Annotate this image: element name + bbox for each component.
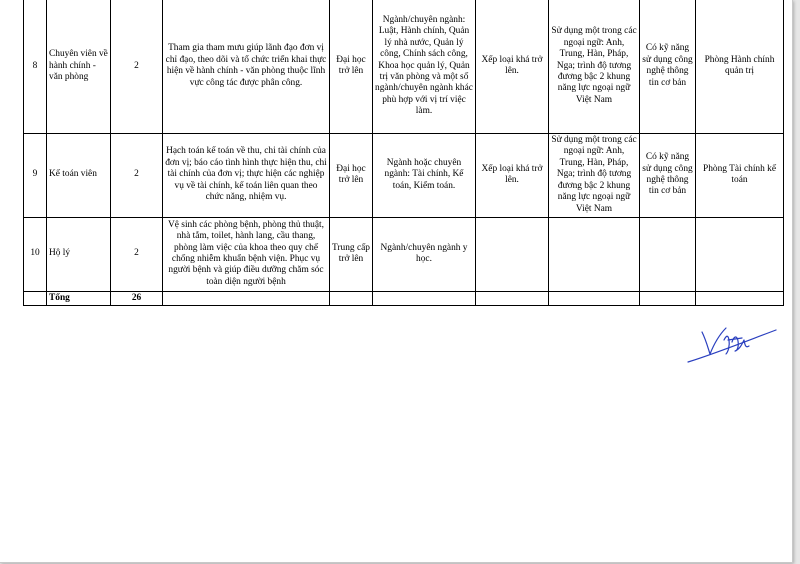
row-9-position: Kế toán viên	[47, 133, 111, 217]
table-row	[24, 133, 784, 217]
total-cell	[330, 291, 373, 305]
row-8-quantity: 2	[111, 0, 163, 133]
row-10-education: Trung cấp trở lên	[330, 217, 373, 291]
row-8-it-skill: Có kỹ năng sử dụng công nghệ thông tin cơ bản	[640, 0, 696, 133]
handwritten-signature	[684, 318, 780, 366]
total-cell	[549, 291, 640, 305]
row-9-it-skill: Có kỹ năng sử dụng công nghệ thông tin cơ bản	[640, 133, 696, 217]
row-8-language: Sử dụng một trong các ngoại ngữ: Anh, Trung, Hàn, Pháp, Nga; trình độ tương đương bậc 2 khung năng lực ngoại ngữ Việt Nam	[549, 0, 640, 133]
row-10-it-skill	[640, 217, 696, 291]
row-10-major: Ngành/chuyên ngành y học.	[373, 217, 476, 291]
row-9-duties: Hạch toán kế toán về thu, chi tài chính của đơn vị; báo cáo tình hình thực hiện thu, chi tài chính của đơn vị; thực hiện các nghiệp vụ về tài chính, kế toán liên quan theo chức năng, nhiệm vụ.	[163, 133, 330, 217]
table-row	[24, 0, 784, 133]
row-8-position: Chuyên viên về hành chính - văn phòng	[47, 0, 111, 133]
total-label: Tổng	[47, 291, 111, 305]
row-10-stt: 10	[24, 217, 47, 291]
total-cell	[476, 291, 549, 305]
row-8-education: Đại học trở lên	[330, 0, 373, 133]
row-9-language: Sử dụng một trong các ngoại ngữ: Anh, Trung, Hàn, Pháp, Nga; trình độ tương đương bậc 2 khung năng lực ngoại ngữ Việt Nam	[549, 133, 640, 217]
row-8-major: Ngành/chuyên ngành: Luật, Hành chính, Quản lý nhà nước, Quản lý công, Chính sách công, Khoa học quản lý, Quản trị văn phòng và một số ngành/chuyên ngành khác phù hợp với vị trí việc làm.	[373, 0, 476, 133]
row-8-duties: Tham gia tham mưu giúp lãnh đạo đơn vị chỉ đạo, theo dõi và tổ chức triển khai thực hiện về hành chính - văn phòng thuộc lĩnh vực công tác được phân công.	[163, 0, 330, 133]
total-value: 26	[111, 291, 163, 305]
total-stt	[24, 291, 47, 305]
recruitment-table	[23, 0, 784, 306]
row-9-ranking: Xếp loại khá trở lên.	[476, 133, 549, 217]
row-10-ranking	[476, 217, 549, 291]
total-cell	[640, 291, 696, 305]
row-10-duties: Vệ sinh các phòng bệnh, phòng thủ thuật, nhà tắm, toilet, hành lang, cầu thang, phòng làm việc của khoa theo quy chế chống nhiễm khuẩn bệnh viện. Phục vụ người bệnh và giúp điều dưỡng chăm sóc toàn diện người bệnh	[163, 217, 330, 291]
row-10-position: Hộ lý	[47, 217, 111, 291]
row-10-department	[696, 217, 784, 291]
total-row	[24, 291, 784, 305]
row-9-quantity: 2	[111, 133, 163, 217]
row-9-education: Đại học trở lên	[330, 133, 373, 217]
total-cell	[696, 291, 784, 305]
row-8-ranking: Xếp loại khá trở lên.	[476, 0, 549, 133]
row-8-stt: 8	[24, 0, 47, 133]
row-9-major: Ngành hoặc chuyên ngành: Tài chính, Kế toán, Kiểm toán.	[373, 133, 476, 217]
row-8-department: Phòng Hành chính quản trị	[696, 0, 784, 133]
row-9-department: Phòng Tài chính kế toán	[696, 133, 784, 217]
total-cell	[373, 291, 476, 305]
total-cell	[163, 291, 330, 305]
row-9-stt: 9	[24, 133, 47, 217]
row-10-language	[549, 217, 640, 291]
table-row	[24, 217, 784, 291]
row-10-quantity: 2	[111, 217, 163, 291]
